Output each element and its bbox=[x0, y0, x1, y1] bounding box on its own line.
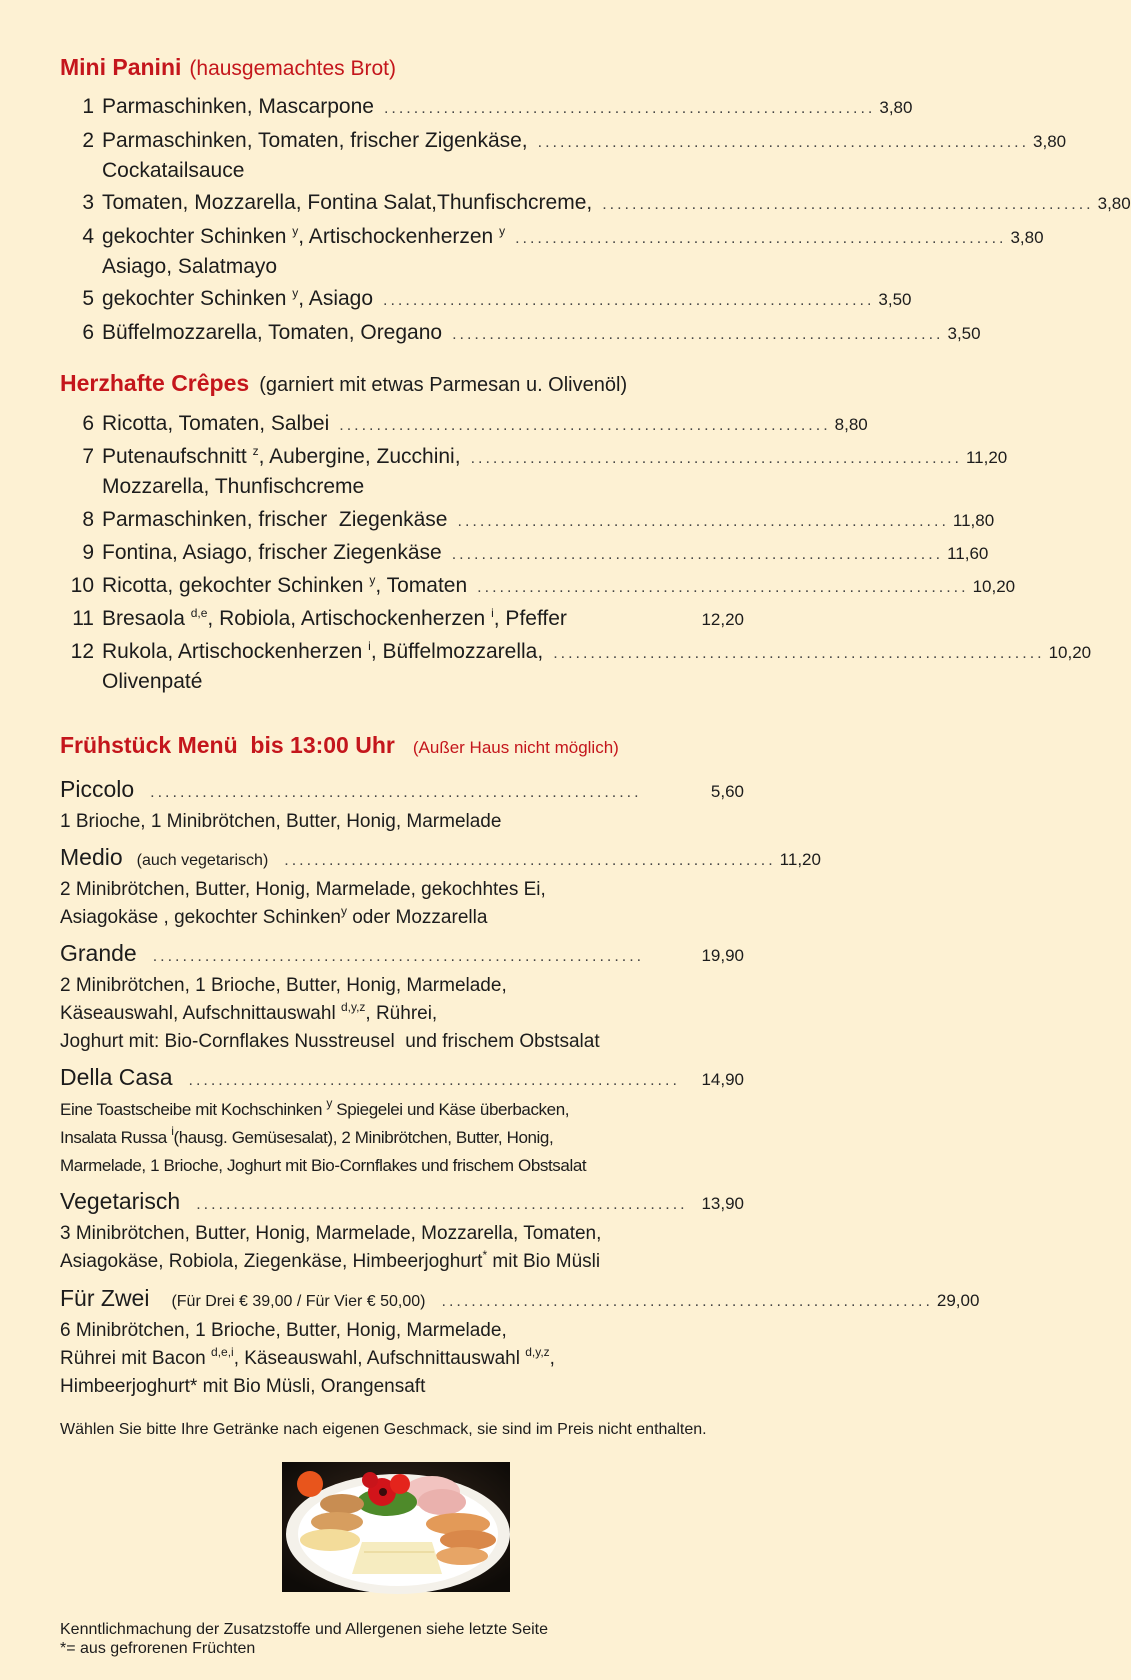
leader-dots: .................................................................. bbox=[470, 450, 962, 467]
menu-item bbox=[60, 127, 1067, 185]
leader-dots: .................................................................. bbox=[515, 230, 1007, 247]
breakfast-description: 2 Minibrötchen, 1 Brioche, Butter, Honig, Marmelade, bbox=[60, 975, 507, 996]
item-continuation: Cockatailsauce bbox=[102, 159, 245, 182]
item-text-part: gekochter Schinken bbox=[102, 225, 287, 248]
allergen-mark: d,e bbox=[190, 606, 208, 620]
item-continuation: Olivenpaté bbox=[102, 670, 203, 693]
breakfast-item bbox=[60, 774, 744, 836]
item-text: Parmaschinken, frischer Ziegenkäse bbox=[102, 508, 448, 531]
description-part: mit Bio Müsli bbox=[492, 1251, 601, 1272]
menu-item bbox=[60, 539, 989, 569]
description-part: (hausg. Gemüsesalat), 2 Minibrötchen, Butter, Honig, bbox=[173, 1128, 554, 1147]
item-price: 10,20 bbox=[972, 577, 1016, 596]
allergen-mark: y bbox=[292, 286, 299, 300]
menu-item bbox=[60, 223, 1044, 281]
breakfast-item bbox=[60, 1186, 744, 1276]
breakfast-description bbox=[60, 1345, 744, 1373]
mini-panini-title: Mini Panini bbox=[60, 54, 182, 80]
item-price: 10,20 bbox=[1048, 643, 1092, 662]
leader-dots: .................................................................. bbox=[284, 852, 776, 869]
breakfast-item bbox=[60, 842, 821, 932]
breakfast-item bbox=[60, 938, 744, 1056]
item-text-part: , Artischockenherzen bbox=[298, 225, 494, 248]
menu-item bbox=[60, 572, 1016, 602]
item-price: 3,80 bbox=[1097, 194, 1131, 213]
description-part: Eine Toastscheibe mit Kochschinken bbox=[60, 1100, 323, 1119]
item-price: 3,80 bbox=[879, 98, 913, 117]
item-continuation: Mozzarella, Thunfischcreme bbox=[102, 475, 365, 498]
breakfast-description: 3 Minibrötchen, Butter, Honig, Marmelade, Mozzarella, Tomaten, bbox=[60, 1223, 602, 1244]
allergen-reference: Kenntlichmachung der Zusatzstoffe und Allergenen siehe letzte Seite bbox=[60, 1621, 549, 1638]
allergen-mark: i bbox=[171, 1124, 174, 1138]
item-price: 3,80 bbox=[1033, 132, 1067, 151]
leader-dots: .................................................................. bbox=[152, 948, 645, 965]
breakfast-plate-photo bbox=[282, 1462, 510, 1592]
description-part: Asiagokäse , gekochter Schinken bbox=[60, 907, 341, 928]
description-part: Asiagokäse, Robiola, Ziegenkäse, Himbeerjoghurt bbox=[60, 1251, 483, 1272]
item-text-part: Ricotta, gekochter Schinken bbox=[102, 574, 364, 597]
footer bbox=[60, 1620, 740, 1658]
breakfast-price: 13,90 bbox=[701, 1194, 744, 1213]
item-text-part: , Tomaten bbox=[375, 574, 468, 597]
item-number: 6 bbox=[82, 412, 94, 435]
breakfast-price: 14,90 bbox=[701, 1070, 744, 1089]
allergen-mark: y bbox=[326, 1096, 332, 1110]
breakfast-name: Medio bbox=[60, 844, 123, 870]
leader-dots: .................................................................. bbox=[477, 579, 969, 596]
leader-dots: .................................................................. bbox=[602, 196, 1094, 213]
leader-dots: .................................................................. bbox=[383, 292, 875, 309]
menu-item bbox=[60, 319, 981, 349]
breakfast-description: 6 Minibrötchen, 1 Brioche, Butter, Honig, Marmelade, bbox=[60, 1320, 507, 1341]
item-number: 8 bbox=[82, 508, 94, 531]
item-text: Parmaschinken, Mascarpone bbox=[102, 95, 374, 118]
item-text bbox=[94, 572, 467, 600]
menu-item bbox=[60, 638, 1092, 696]
item-price: 3,50 bbox=[878, 290, 912, 309]
item-number: 2 bbox=[82, 129, 94, 152]
item-text: Büffelmozzarella, Tomaten, Oregano bbox=[102, 321, 443, 344]
item-number: 11 bbox=[72, 607, 94, 630]
allergen-mark: y bbox=[499, 224, 506, 238]
fruehstueck-subtitle: (Außer Haus nicht möglich) bbox=[412, 738, 619, 757]
allergen-mark: y bbox=[292, 224, 299, 238]
menu-item bbox=[60, 506, 995, 536]
crepes-subtitle: (garniert mit etwas Parmesan u. Olivenöl) bbox=[259, 374, 628, 396]
item-text: Ricotta, Tomaten, Salbei bbox=[102, 412, 330, 435]
item-text-part: , Aubergine, Zucchini, bbox=[258, 445, 461, 468]
item-text bbox=[94, 638, 543, 666]
menu-item bbox=[60, 285, 912, 315]
item-text bbox=[94, 605, 567, 633]
description-part: Käseauswahl, Aufschnittauswahl bbox=[60, 1003, 336, 1024]
breakfast-description bbox=[60, 1096, 744, 1124]
breakfast-item bbox=[60, 1062, 744, 1180]
breakfast-description bbox=[60, 904, 744, 932]
leader-dots: .................................................................. bbox=[451, 546, 944, 563]
drinks-note: Wählen Sie bitte Ihre Getränke nach eigenen Geschmack, sie sind im Preis nicht enthalten. bbox=[60, 1421, 707, 1438]
leader-dots: .................................................................. bbox=[188, 1072, 680, 1089]
item-number: 10 bbox=[70, 574, 94, 597]
allergen-mark: d,y,z bbox=[525, 1345, 550, 1359]
item-price: 12,20 bbox=[701, 610, 744, 629]
menu-item bbox=[60, 410, 868, 440]
description-part: , bbox=[549, 1348, 555, 1369]
breakfast-price: 19,90 bbox=[701, 946, 744, 965]
breakfast-description: 2 Minibrötchen, Butter, Honig, Marmelade, gekochhtes Ei, bbox=[60, 879, 546, 900]
item-text: Fontina, Asiago, frischer Ziegenkäse bbox=[102, 541, 442, 564]
breakfast-name: Grande bbox=[60, 940, 137, 966]
allergen-mark: y bbox=[369, 573, 376, 587]
description-part: , Käseauswahl, Aufschnittauswahl bbox=[233, 1348, 520, 1369]
breakfast-name: Piccolo bbox=[60, 776, 135, 802]
item-number: 6 bbox=[82, 321, 94, 344]
item-text bbox=[94, 223, 505, 251]
frozen-fruit-note: *= aus gefrorenen Früchten bbox=[60, 1640, 256, 1657]
leader-dots: .................................................................. bbox=[441, 1293, 933, 1310]
item-text-part: Putenaufschnitt bbox=[102, 445, 247, 468]
plate-illustration bbox=[282, 1462, 510, 1592]
item-number: 9 bbox=[82, 541, 94, 564]
item-price: 11,80 bbox=[952, 511, 995, 530]
leader-dots: .................................................................. bbox=[553, 645, 1045, 662]
menu-item bbox=[60, 189, 1131, 219]
item-price: 11,20 bbox=[965, 448, 1008, 467]
leader-dots: .................................................................. bbox=[150, 784, 642, 801]
breakfast-description: Joghurt mit: Bio-Cornflakes Nusstreusel und frischem Obstsalat bbox=[60, 1031, 600, 1052]
breakfast-description bbox=[60, 1248, 744, 1276]
breakfast-name: Della Casa bbox=[60, 1064, 173, 1090]
fruehstueck-title: Frühstück Menü bis 13:00 Uhr bbox=[60, 732, 395, 758]
breakfast-description: Himbeerjoghurt* mit Bio Müsli, Orangensaft bbox=[60, 1376, 426, 1397]
item-text bbox=[94, 443, 461, 471]
allergen-mark: i bbox=[368, 639, 371, 653]
breakfast-description: 1 Brioche, 1 Minibrötchen, Butter, Honig, Marmelade bbox=[60, 811, 502, 832]
breakfast-price: 29,00 bbox=[936, 1291, 980, 1310]
description-part: Insalata Russa bbox=[60, 1128, 167, 1147]
item-price: 11,60 bbox=[947, 544, 989, 563]
item-number: 1 bbox=[82, 95, 94, 118]
item-text-part: , Robiola, Artischockenherzen bbox=[207, 607, 486, 630]
leader-dots: .................................................................. bbox=[457, 513, 949, 530]
allergen-mark: d,e,i bbox=[211, 1345, 234, 1359]
mini-panini-subtitle: (hausgemachtes Brot) bbox=[189, 57, 396, 80]
item-text-part: , Asiago bbox=[298, 287, 374, 310]
item-text-part: , Pfeffer bbox=[493, 607, 567, 630]
allergen-mark: z bbox=[252, 444, 259, 458]
description-part: oder Mozzarella bbox=[352, 907, 488, 928]
description-part: , Rührei, bbox=[365, 1003, 438, 1024]
breakfast-description: Marmelade, 1 Brioche, Joghurt mit Bio-Cornflakes und frischem Obstsalat bbox=[60, 1156, 587, 1175]
allergen-mark: i bbox=[491, 606, 494, 620]
allergen-mark: d,y,z bbox=[340, 1000, 366, 1014]
crepes-heading bbox=[60, 370, 627, 397]
item-number: 5 bbox=[82, 287, 94, 310]
item-number: 4 bbox=[82, 225, 94, 248]
mini-panini-heading bbox=[60, 54, 396, 81]
breakfast-description bbox=[60, 1000, 744, 1028]
breakfast-name: Vegetarisch bbox=[60, 1188, 181, 1214]
fruehstueck-heading bbox=[60, 732, 619, 759]
allergen-mark: * bbox=[482, 1248, 488, 1262]
breakfast-price: 5,60 bbox=[710, 782, 744, 801]
leader-dots: .................................................................. bbox=[537, 134, 1030, 151]
breakfast-item bbox=[60, 1283, 980, 1401]
description-part: Spiegelei und Käse überbacken, bbox=[336, 1100, 570, 1119]
menu-item bbox=[60, 605, 744, 634]
item-number: 7 bbox=[82, 445, 94, 468]
item-text bbox=[94, 285, 373, 313]
leader-dots: .................................................................. bbox=[452, 326, 944, 343]
item-text: Parmaschinken, Tomaten, frischer Zigenkäse, bbox=[102, 129, 528, 152]
item-number: 3 bbox=[82, 191, 94, 214]
breakfast-note: (auch vegetarisch) bbox=[136, 852, 269, 869]
item-text-part: Rukola, Artischockenherzen bbox=[102, 640, 363, 663]
item-price: 8,80 bbox=[834, 415, 868, 434]
menu-item bbox=[60, 93, 913, 123]
item-text: Tomaten, Mozzarella, Fontina Salat,Thunfischcreme, bbox=[102, 191, 593, 214]
item-price: 3,80 bbox=[1010, 228, 1044, 247]
description-part: Rührei mit Bacon bbox=[60, 1348, 206, 1369]
menu-item bbox=[60, 443, 1008, 501]
item-text-part: , Büffelmozzarella, bbox=[370, 640, 544, 663]
item-text-part: gekochter Schinken bbox=[102, 287, 287, 310]
item-price: 3,50 bbox=[947, 324, 981, 343]
allergen-mark: y bbox=[340, 904, 347, 918]
leader-dots: .................................................................. bbox=[196, 1196, 688, 1213]
item-continuation: Asiago, Salatmayo bbox=[102, 255, 278, 278]
breakfast-price: 11,20 bbox=[779, 850, 821, 869]
breakfast-note: (Für Drei € 39,00 / Für Vier € 50,00) bbox=[171, 1293, 426, 1310]
crepes-title: Herzhafte Crêpes bbox=[60, 370, 250, 396]
breakfast-name: Für Zwei bbox=[60, 1285, 150, 1311]
item-text-part: Bresaola bbox=[102, 607, 185, 630]
leader-dots: .................................................................. bbox=[339, 417, 831, 434]
item-number: 12 bbox=[70, 640, 94, 663]
breakfast-description bbox=[60, 1124, 744, 1152]
leader-dots: .................................................................. bbox=[383, 100, 876, 117]
